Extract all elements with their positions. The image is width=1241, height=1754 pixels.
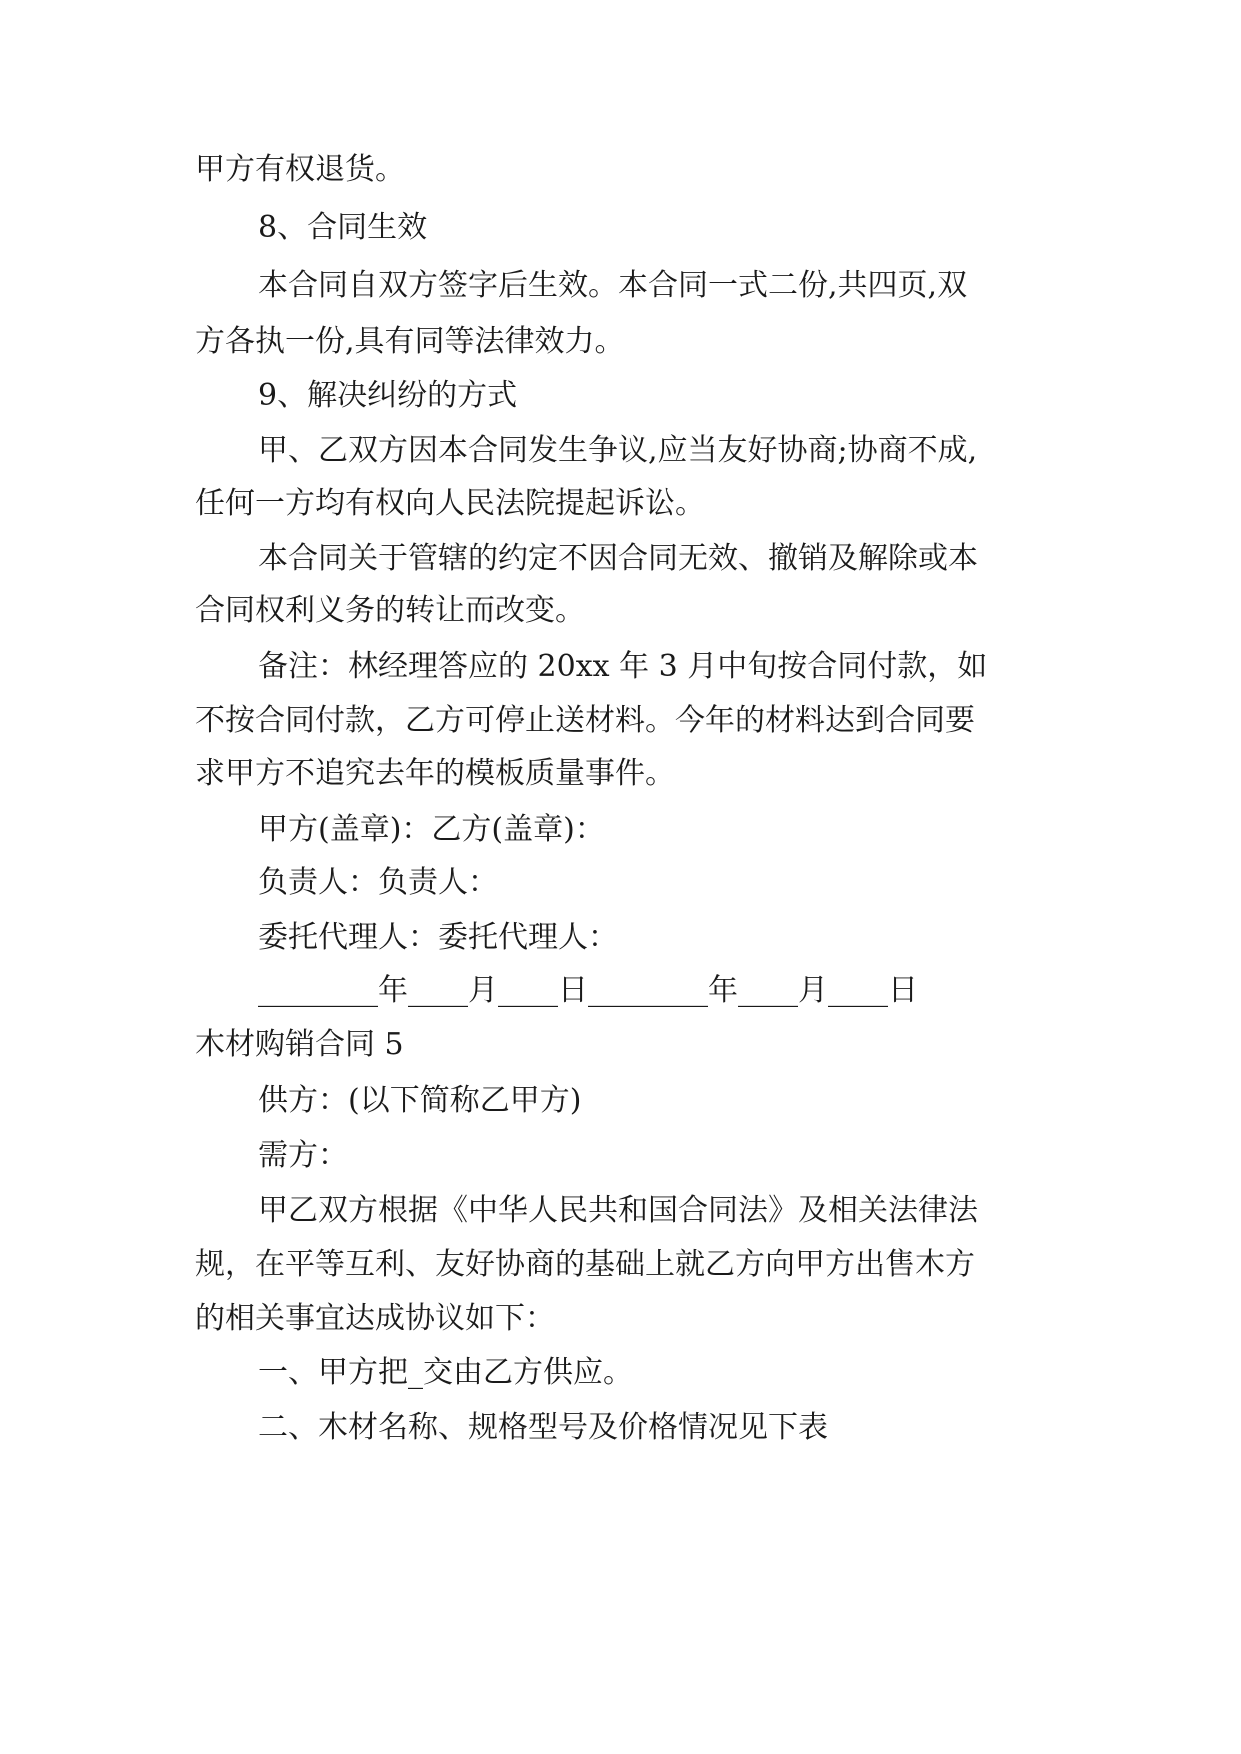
clause-line: 一、甲方把_交由乙方供应。 [258,1355,633,1390]
text-line: 备注：林经理答应的 20xx 年 3 月中旬按合同付款，如 [258,649,988,684]
signature-agent-line: 委托代理人：委托代理人： [258,920,618,955]
text-line: 甲乙双方根据《中华人民共和国合同法》及相关法律法 [258,1193,978,1228]
text-line: 本合同自双方签字后生效。本合同一式二份,共四页,双 [258,268,968,303]
supplier-line: 供方：(以下简称乙甲方) [258,1083,582,1118]
signature-date-line: ________年____月____日________年____月____日 [258,973,918,1008]
text-line: 甲方有权退货。 [195,152,405,187]
text-line: 方各执一份,具有同等法律效力。 [195,324,625,359]
text-line: 的相关事宜达成协议如下： [195,1301,555,1336]
text-line: 不按合同付款，乙方可停止送材料。今年的材料达到合同要 [195,703,975,738]
buyer-line: 需方： [258,1138,348,1173]
signature-seal-line: 甲方(盖章)：乙方(盖章)： [258,812,605,847]
clause-line: 二、木材名称、规格型号及价格情况见下表 [258,1410,828,1445]
text-line: 求甲方不追究去年的模板质量事件。 [195,756,675,791]
text-line: 甲、乙双方因本合同发生争议,应当友好协商;协商不成, [258,433,978,468]
signature-responsible-line: 负责人：负责人： [258,865,498,900]
text-line: 任何一方均有权向人民法院提起诉讼。 [195,486,705,521]
contract-title: 木材购销合同 5 [195,1027,404,1062]
text-line: 合同权利义务的转让而改变。 [195,593,585,628]
section-heading: 9、解决纠纷的方式 [258,378,518,413]
text-line: 本合同关于管辖的约定不因合同无效、撤销及解除或本 [258,541,978,576]
text-line: 规，在平等互利、友好协商的基础上就乙方向甲方出售木方 [195,1247,975,1282]
section-heading: 8、合同生效 [258,210,428,245]
